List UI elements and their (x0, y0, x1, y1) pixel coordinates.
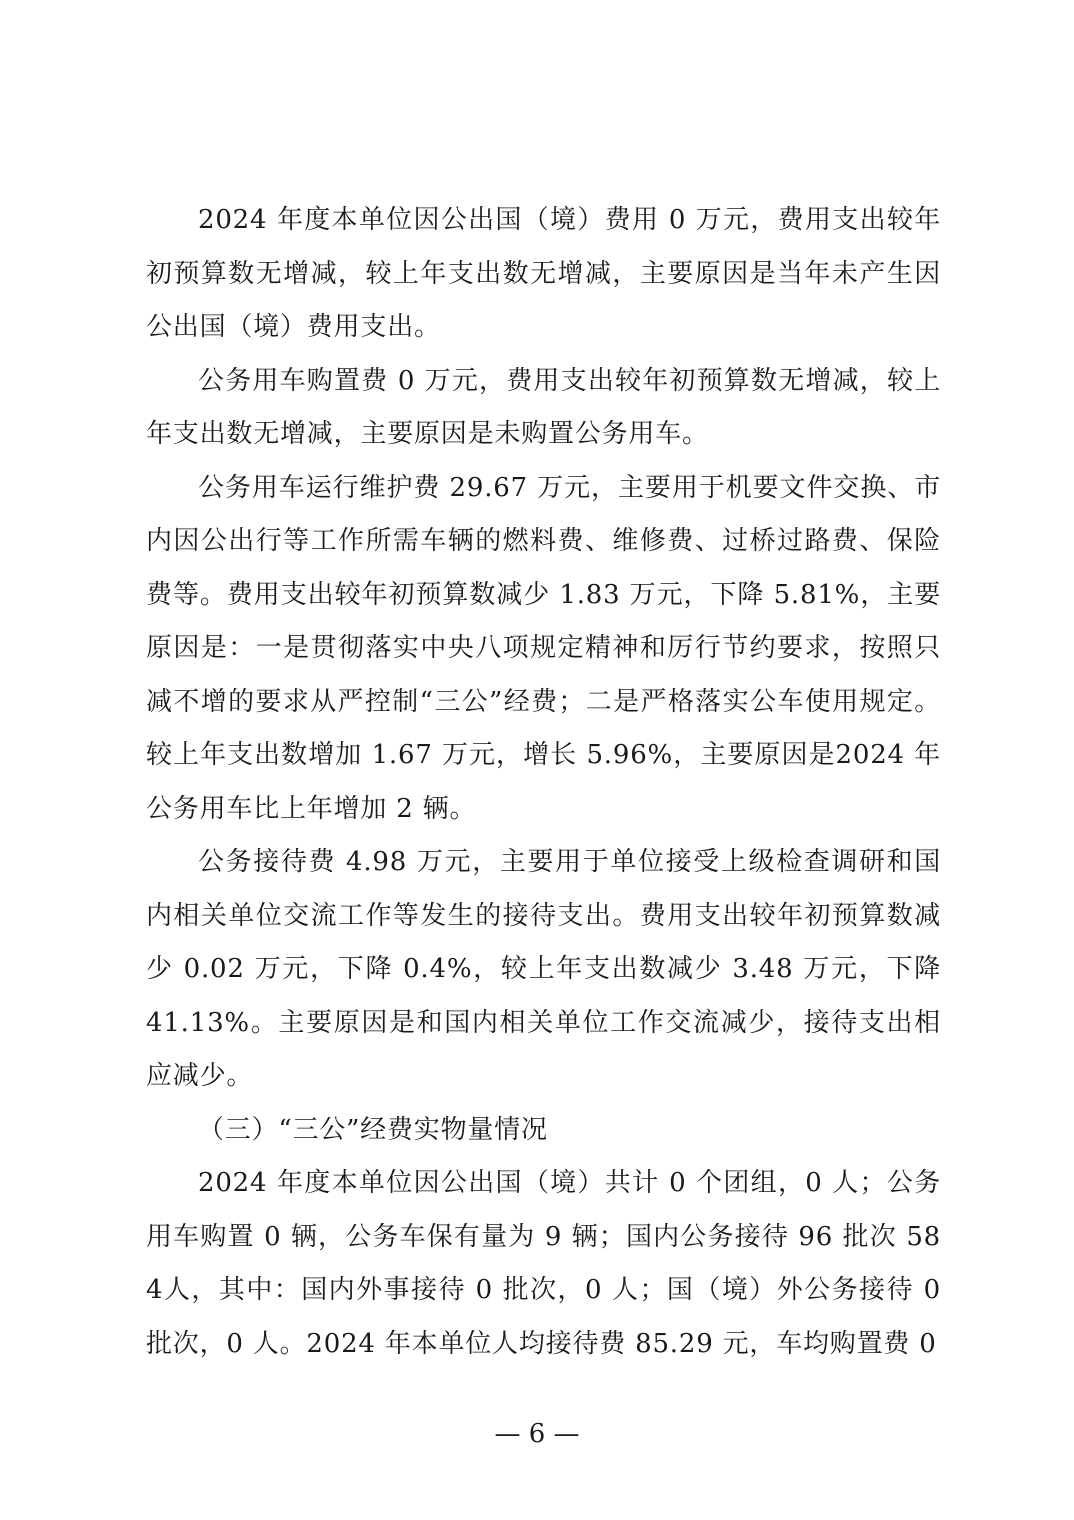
paragraph-vehicle-maintenance: 公务用车运行维护费 29.67 万元，主要用于机要文件交换、市内因公出行等工作所需车辆的燃料费、维修费、过桥过路费、保险费等。费用支出较年初预算数减少 1.83 万元，下降 5.81%，主要原因是：一是贯彻落实中央八项规定精神和厉行节约要求，按照只减不增的要求从严控制“三公”经费；二是严格落实公车使用规定。较上年支出数增加 1.67 万元，增长 5.96%，主要原因是2024 年公务用车比上年增加 2 辆。 (146, 472, 941, 824)
page-number: — 6 — (494, 1419, 580, 1449)
paragraph-vehicle-purchase: 公务用车购置费 0 万元，费用支出较年初预算数无增减，较上年支出数无增减，主要原因是未购置公务用车。 (146, 365, 941, 449)
document-body (146, 194, 941, 1371)
section-heading: （三）“三公”经费实物量情况 (198, 1114, 548, 1145)
paragraph-reception-expense: 公务接待费 4.98 万元，主要用于单位接受上级检查调研和国内相关单位交流工作等发生的接待支出。费用支出较年初预算数减少 0.02 万元，下降 0.4%，较上年支出数减少 3.48 万元，下降 41.13%。主要原因是和国内相关单位工作交流减少，接待支出相应减少。 (146, 847, 941, 1091)
paragraph-overseas-expense: 2024 年度本单位因公出国（境）费用 0 万元，费用支出较年初预算数无增减，较上年支出数无增减，主要原因是当年未产生因公出国（境）费用支出。 (146, 205, 941, 342)
paragraph-physical-quantity: 2024 年度本单位因公出国（境）共计 0 个团组，0 人；公务用车购置 0 辆，公务车保有量为 9 辆；国内公务接待 96 批次 584人，其中：国内外事接待 0 批次，0 人；国（境）外公务接待 0批次，0 人。2024 年本单位人均接待费 85.29 元，车均购置费 0 (146, 1168, 941, 1359)
